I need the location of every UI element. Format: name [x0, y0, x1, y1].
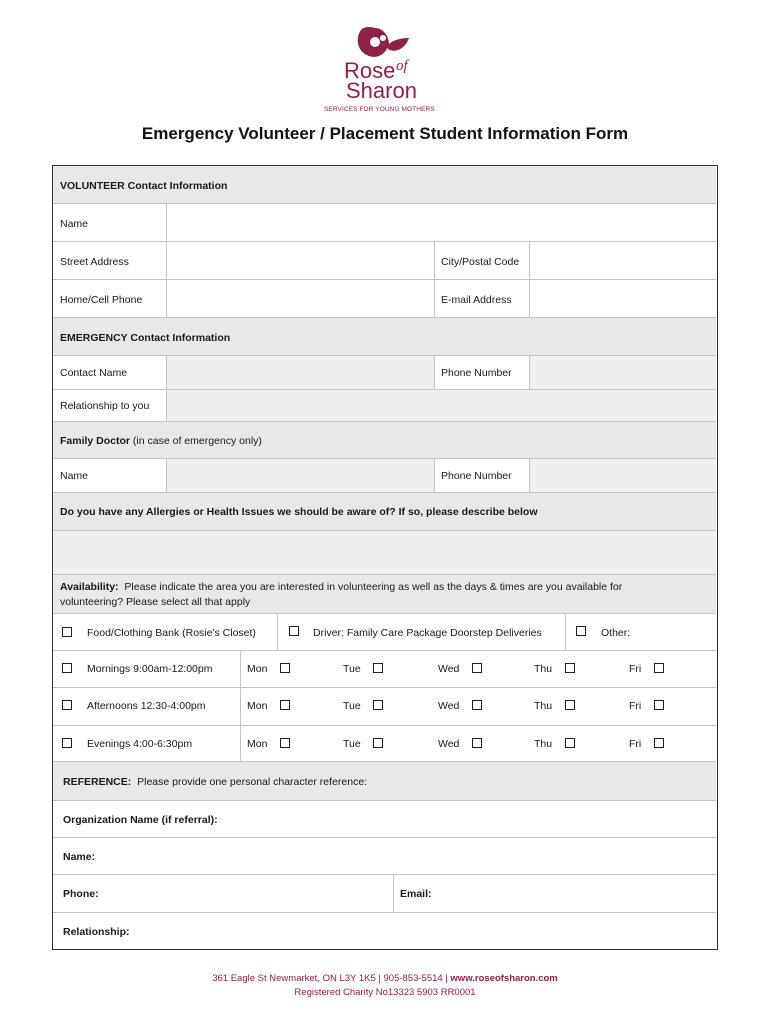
emergency-phone-field[interactable]	[529, 356, 716, 389]
email-address-label: E-mail Address	[441, 294, 512, 306]
other-label: Other:	[601, 627, 631, 639]
mornings-mon-checkbox[interactable]	[280, 663, 290, 673]
afternoons-wed-checkbox[interactable]	[472, 700, 482, 710]
logo-word-of: of	[396, 58, 408, 74]
reference-relationship-label: Relationship:	[63, 926, 130, 938]
allergies-answer-field[interactable]	[53, 531, 716, 575]
mornings-fri-checkbox[interactable]	[654, 663, 664, 673]
availability-areas-row	[53, 614, 716, 651]
volunteer-form	[52, 165, 718, 950]
reference-phone-field[interactable]	[53, 875, 393, 912]
mon-label: Mon	[247, 738, 268, 750]
emergency-header-label: EMERGENCY Contact Information	[60, 332, 231, 344]
fri-label: Fri	[629, 738, 642, 750]
tue-label: Tue	[343, 738, 361, 750]
relationship-label: Relationship to you	[60, 400, 150, 412]
reference-name-label: Name:	[63, 851, 96, 863]
email-address-field[interactable]	[529, 280, 716, 317]
home-cell-phone-field[interactable]	[166, 280, 434, 317]
footer-address: 361 Eagle St Newmarket, ON L3Y 1K5 | 905-853-5514 | www.roseofsharon.com	[212, 973, 558, 984]
volunteer-name-field[interactable]	[166, 204, 716, 241]
rose-logo-icon	[353, 24, 413, 60]
evenings-thu-checkbox[interactable]	[565, 738, 575, 748]
mon-label: Mon	[247, 663, 268, 675]
contact-name-label: Contact Name	[60, 367, 128, 379]
logo-word-sharon: Sharon	[346, 78, 417, 103]
logo-word-rose: Rose	[344, 58, 396, 83]
doctor-header: Family Doctor (in case of emergency only)	[60, 435, 262, 447]
mornings-thu-checkbox[interactable]	[565, 663, 575, 673]
doctor-name-field[interactable]	[166, 459, 434, 492]
food-clothing-bank-checkbox[interactable]	[62, 627, 72, 637]
doctor-phone-field[interactable]	[529, 459, 716, 492]
fri-label: Fri	[629, 663, 642, 675]
availability-heading-line1: Availability: Please indicate the area you are interested in volunteering as well as the days & times are you available for	[60, 581, 623, 593]
afternoons-fri-checkbox[interactable]	[654, 700, 664, 710]
allergies-question: Do you have any Allergies or Health Issues we should be aware of? If so, please describe below	[60, 506, 538, 518]
relationship-field[interactable]	[166, 390, 716, 421]
doctor-name-label: Name	[60, 470, 89, 482]
tue-label: Tue	[343, 700, 361, 712]
thu-label: Thu	[534, 700, 553, 712]
afternoons-mon-checkbox[interactable]	[280, 700, 290, 710]
reference-email-field[interactable]	[394, 875, 716, 912]
footer-charity: Registered Charity No13323 5903 RR0001	[294, 987, 476, 998]
mornings-tue-checkbox[interactable]	[373, 663, 383, 673]
driver-checkbox[interactable]	[289, 626, 299, 636]
volunteer-header-label: VOLUNTEER Contact Information	[60, 180, 228, 192]
reference-relationship-row[interactable]	[53, 913, 716, 949]
wed-label: Wed	[438, 663, 460, 675]
afternoons-label: Afternoons 12:30-4:00pm	[87, 700, 206, 712]
reference-email-label: Email:	[400, 888, 432, 900]
tue-label: Tue	[343, 663, 361, 675]
slot-row-mornings	[53, 651, 716, 688]
logo-tagline: SERVICES FOR YOUNG MOTHERS	[324, 106, 435, 113]
emergency-relationship-row	[53, 390, 716, 422]
mon-label: Mon	[247, 700, 268, 712]
mornings-wed-checkbox[interactable]	[472, 663, 482, 673]
volunteer-name-label: Name	[60, 218, 89, 230]
website-link[interactable]: www.roseofsharon.com	[450, 973, 558, 984]
afternoons-tue-checkbox[interactable]	[373, 700, 383, 710]
reference-name-row[interactable]	[53, 838, 716, 875]
reference-contact-row	[53, 875, 716, 913]
doctor-section-header	[53, 422, 716, 459]
emergency-contact-row	[53, 356, 716, 390]
page-title: Emergency Volunteer / Placement Student Information Form	[141, 124, 629, 143]
logo	[318, 24, 453, 116]
availability-section-header	[53, 575, 716, 614]
allergies-question-row	[53, 493, 716, 531]
emergency-section-header	[53, 318, 716, 356]
contact-name-field[interactable]	[166, 356, 434, 389]
fri-label: Fri	[629, 700, 642, 712]
slot-row-afternoons	[53, 688, 716, 726]
food-clothing-bank-label: Food/Clothing Bank (Rosie's Closet)	[87, 627, 256, 639]
volunteer-phone-row	[53, 280, 716, 318]
street-address-field[interactable]	[166, 242, 434, 279]
evenings-wed-checkbox[interactable]	[472, 738, 482, 748]
emergency-phone-label: Phone Number	[441, 367, 512, 379]
home-cell-phone-label: Home/Cell Phone	[60, 294, 143, 306]
wed-label: Wed	[438, 700, 460, 712]
slot-row-evenings	[53, 726, 716, 762]
reference-org-row[interactable]	[53, 801, 716, 838]
reference-heading: REFERENCE: Please provide one personal character reference:	[63, 776, 368, 788]
mornings-label: Mornings 9:00am-12:00pm	[87, 663, 213, 675]
afternoons-checkbox[interactable]	[62, 700, 72, 710]
doctor-phone-label: Phone Number	[441, 470, 512, 482]
mornings-checkbox[interactable]	[62, 663, 72, 673]
evenings-label: Evenings 4:00-6:30pm	[87, 738, 193, 750]
volunteer-name-row	[53, 204, 716, 242]
street-address-label: Street Address	[60, 256, 129, 268]
other-checkbox[interactable]	[576, 626, 586, 636]
wed-label: Wed	[438, 738, 460, 750]
reference-phone-label: Phone:	[63, 888, 99, 900]
evenings-tue-checkbox[interactable]	[373, 738, 383, 748]
thu-label: Thu	[534, 663, 553, 675]
doctor-row	[53, 459, 716, 493]
volunteer-address-row	[53, 242, 716, 280]
evenings-checkbox[interactable]	[62, 738, 72, 748]
reference-section-header	[53, 762, 716, 801]
evenings-fri-checkbox[interactable]	[654, 738, 664, 748]
driver-label: Driver: Family Care Package Doorstep Deliveries	[313, 627, 542, 639]
afternoons-thu-checkbox[interactable]	[565, 700, 575, 710]
thu-label: Thu	[534, 738, 553, 750]
volunteer-section-header	[53, 166, 716, 204]
city-postal-label: City/Postal Code	[441, 256, 520, 268]
availability-heading-line2: volunteering? Please select all that apply	[60, 596, 251, 608]
evenings-mon-checkbox[interactable]	[280, 738, 290, 748]
city-postal-field[interactable]	[529, 242, 716, 279]
organization-name-label: Organization Name (if referral):	[63, 814, 218, 826]
